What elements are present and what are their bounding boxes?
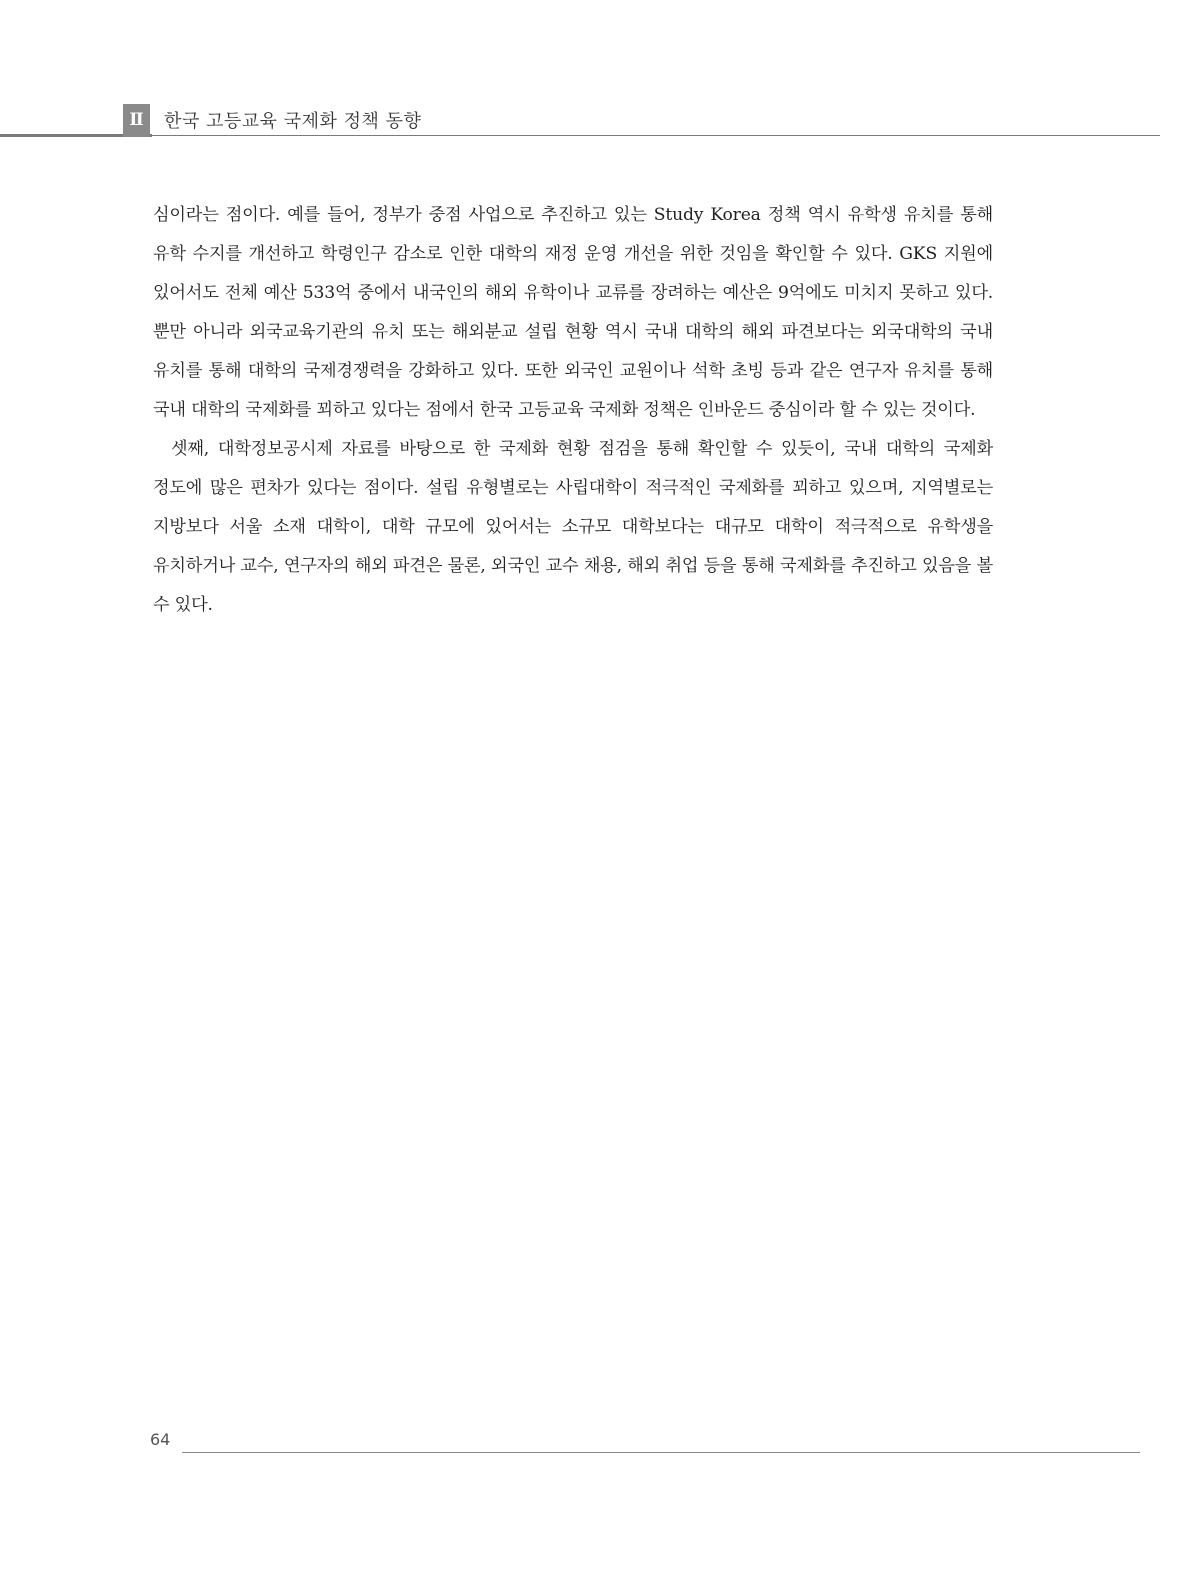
chapter-number-badge: Ⅱ (123, 104, 150, 137)
chapter-title: 한국 고등교육 국제화 정책 동향 (164, 111, 422, 132)
paragraph-third-point: 셋째, 대학정보공시제 자료를 바탕으로 한 국제화 현황 점검을 통해 확인할 수 있듯이, 국내 대학의 국제화 정도에 많은 편차가 있다는 점이다. 설립 유형별로는 사립대학이 적극적인 국제화를 꾀하고 있으며, 지역별로는 지방보다 서울 소재 대학이, 대학 규모에 있어서는 소규모 대학보다는 대규모 대학이 적극적으로 유학생을 유치하거나 교수, 연구자의 해외 파견은 물론, 외국인 교수 채용, 해외 취업 등을 통해 국제화를 추진하고 있음을 볼 수 있다. (153, 439, 993, 615)
page-number: 64 (150, 1430, 171, 1449)
header-rule (152, 135, 1160, 136)
body-text (153, 196, 993, 625)
footer-rule (182, 1452, 1140, 1453)
paragraph-continued: 심이라는 점이다. 예를 들어, 정부가 중점 사업으로 추진하고 있는 Study Korea 정책 역시 유학생 유치를 통해 유학 수지를 개선하고 학령인구 감소로 인한 대학의 재정 운영 개선을 위한 것임을 확인할 수 있다. GKS 지원에 있어서도 전체 예산 533억 중에서 내국인의 해외 유학이나 교류를 장려하는 예산은 9억에도 미치지 못하고 있다. 뿐만 아니라 외국교육기관의 유치 또는 해외분교 설립 현황 역시 국내 대학의 해외 파견보다는 외국대학의 국내 유치를 통해 대학의 국제경쟁력을 강화하고 있다. 또한 외국인 교원이나 석학 초빙 등과 같은 연구자 유치를 통해 국내 대학의 국제화를 꾀하고 있다는 점에서 한국 고등교육 국제화 정책은 인바운드 중심이라 할 수 있는 것이다. (153, 205, 993, 420)
page-header (0, 104, 1160, 140)
